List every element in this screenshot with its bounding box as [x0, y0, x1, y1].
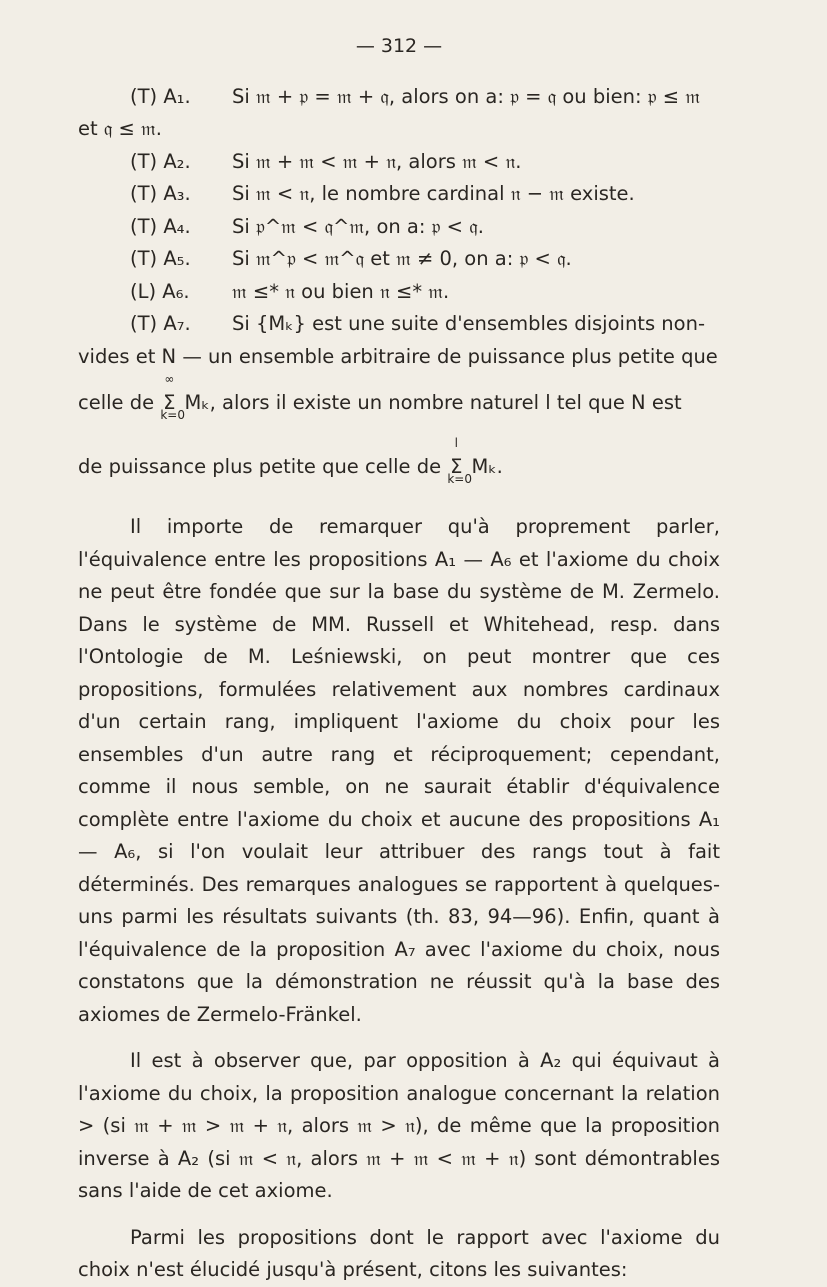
summation-upper: ∞ — [164, 372, 175, 386]
axiom-a6 — [78, 276, 720, 309]
axiom-text: Si 𝔪^𝔭 < 𝔪^𝔮 et 𝔪 ≠ 0, on a: 𝔭 < 𝔮. — [232, 247, 572, 270]
paragraph: Il est à observer que, par opposition à A₂ qui équivaut à l'axiome du choix, la proposition analogue concernant la relation > (si 𝔪 + 𝔪 > 𝔪 + 𝔫, alors 𝔪 > 𝔫), de même que la proposition inverse à A₂ (si 𝔪 < 𝔫, alors 𝔪 + 𝔪 < 𝔪 + 𝔫) sont démontrables sans l'aide de cet axiome. — [78, 1049, 720, 1202]
axiom-a7-line-3 — [78, 373, 720, 437]
summation-symbol — [447, 436, 472, 486]
axiom-label: (T) A₁. — [130, 84, 191, 108]
axiom-a4 — [78, 211, 720, 244]
axiom-text: Si 𝔪 < 𝔫, le nombre cardinal 𝔫 − 𝔪 existe. — [232, 182, 635, 205]
axiom-a1 — [78, 81, 720, 114]
axiom-a7-line-4 — [78, 437, 720, 501]
summation-lower: k=0 — [160, 408, 185, 422]
axiom-a7-line-2: vides et N — un ensemble arbitraire de puissance plus petite que — [78, 344, 718, 368]
axiom-label: (L) A₆. — [130, 279, 190, 303]
page-content — [78, 30, 720, 1287]
axiom-a7 — [78, 308, 720, 341]
axiom-text: Si {Mₖ} est une suite d'ensembles disjoints non- — [232, 312, 705, 335]
axiom-label: (T) A₂. — [130, 149, 191, 173]
axiom-label: (T) A₅. — [130, 247, 191, 270]
summation-symbol — [160, 372, 185, 422]
axiom-a1-continuation: et 𝔮 ≤ 𝔪. — [78, 117, 162, 140]
summation-sign: Σ — [163, 391, 176, 414]
axiom-a2 — [78, 146, 720, 179]
text-fragment: Mₖ, alors il existe un nombre naturel l tel que N est — [184, 391, 682, 414]
axiom-text: Si 𝔭^𝔪 < 𝔮^𝔪, on a: 𝔭 < 𝔮. — [232, 214, 484, 238]
axiom-a5 — [78, 243, 720, 276]
axiom-label: (T) A₃. — [130, 182, 191, 205]
axiom-text: Si 𝔪 + 𝔭 = 𝔪 + 𝔮, alors on a: 𝔭 = 𝔮 ou bien: 𝔭 ≤ 𝔪 — [232, 84, 701, 108]
summation-sign: Σ — [450, 455, 463, 478]
axiom-text: 𝔪 ≤* 𝔫 ou bien 𝔫 ≤* 𝔪. — [232, 279, 450, 303]
summation-lower: k=0 — [447, 472, 472, 486]
summation-upper: l — [454, 436, 458, 450]
axiom-text: Si 𝔪 + 𝔪 < 𝔪 + 𝔫, alors 𝔪 < 𝔫. — [232, 149, 522, 173]
page-number: — 312 — — [355, 35, 443, 57]
axiom-label: (T) A₄. — [130, 214, 191, 238]
axiom-a3 — [78, 178, 720, 211]
axiom-label: (T) A₇. — [130, 312, 191, 335]
text-fragment: Mₖ. — [471, 455, 503, 478]
text-fragment: celle de — [78, 391, 155, 414]
paragraph: Parmi les propositions dont le rapport avec l'axiome du choix n'est élucidé jusqu'à présent, citons les suivantes: — [78, 1225, 720, 1281]
text-fragment: de puissance plus petite que celle de — [78, 455, 442, 478]
paragraph: Il importe de remarquer qu'à proprement parler, l'équivalence entre les propositions A₁ — A₆ et l'axiome du choix ne peut être fondée que sur la base du système de M. Zermelo. Dans le système de MM. Russell et Whitehead, resp. dans l'Ontologie de M. Leśniewski, on peut montrer que ces propositions, formulées relativement aux nombres cardinaux d'un certain rang, impliquent l'axiome du choix pour les ensembles d'un autre rang et réciproquement; cependant, comme il nous semble, on ne saurait établir d'équivalence complète entre l'axiome du choix et aucune des propositions A₁ — A₆, si l'on voulait leur attribuer des rangs tout à fait déterminés. Des remarques analogues se rapportent à quelques-uns parmi les résultats suivants (th. 83, 94—96). Enfin, quant à l'équivalence de la proposition A₇ avec l'axiome du choix, nous constatons que la démonstration ne réussit qu'à la base des axiomes de Zermelo-Fränkel. — [78, 515, 720, 1026]
